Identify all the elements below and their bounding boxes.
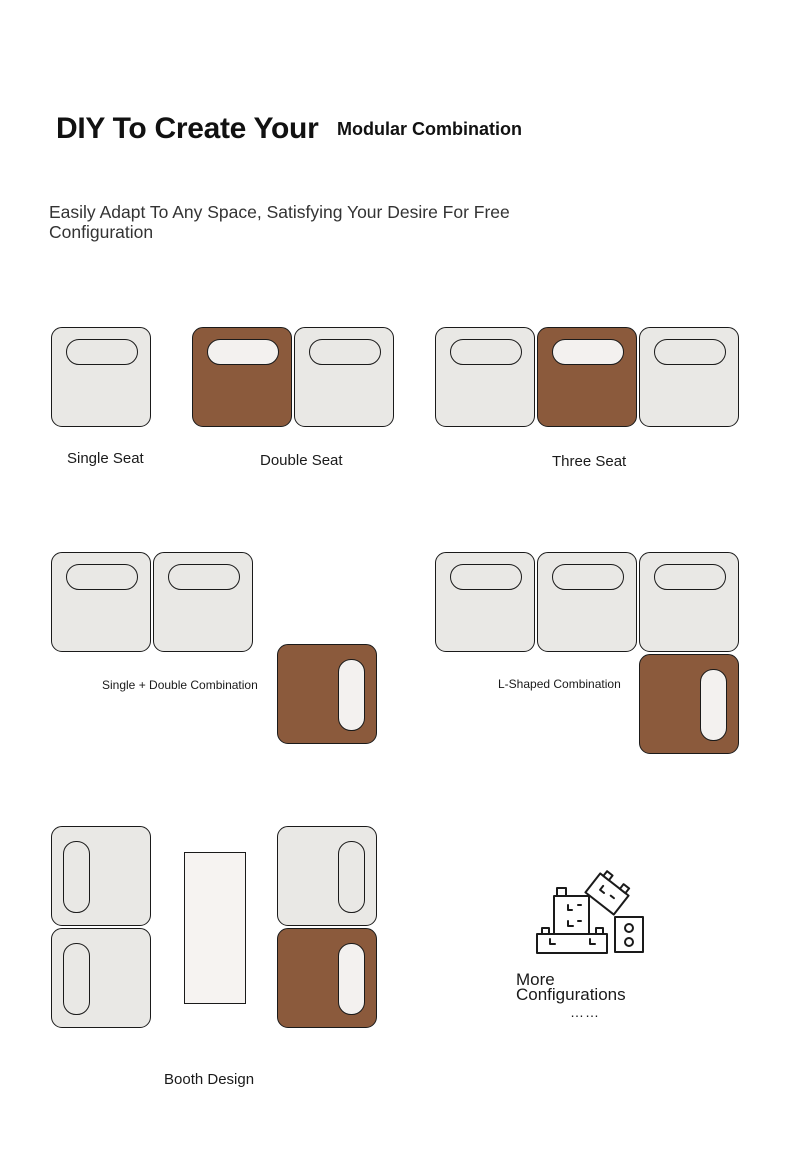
seat-module [435,327,535,427]
more-configurations-label [516,972,626,1002]
side-cushion [338,841,365,913]
backrest-cushion [654,564,726,590]
side-cushion [700,669,727,741]
backrest-cushion [450,339,522,365]
side-cushion [338,943,365,1015]
seat-module [639,552,739,652]
side-cushion [63,943,90,1015]
seat-module [51,928,151,1028]
seat-module [639,327,739,427]
seat-module [51,552,151,652]
seat-module [277,644,377,744]
seat-module [537,327,637,427]
more-line-2: Configurations [516,985,626,1004]
seat-module [277,826,377,926]
toy-blocks-icon [534,868,648,958]
seat-module [192,327,292,427]
page-subtitle: Easily Adapt To Any Space, Satisfying Your Desire For Free Configuration [49,202,510,242]
backrest-cushion [66,564,138,590]
label-double-seat: Double Seat [260,452,343,469]
label-booth: Booth Design [164,1071,255,1088]
backrest-cushion [66,339,138,365]
label-three-seat: Three Seat [552,453,627,470]
page-title: DIY To Create Your [56,112,319,145]
more-dots: …… [570,1004,600,1020]
seat-module [51,826,151,926]
more-line-1: More [516,970,555,989]
seat-module [277,928,377,1028]
seat-module [294,327,394,427]
side-cushion [338,659,365,731]
backrest-cushion [207,339,279,365]
backrest-cushion [450,564,522,590]
backrest-cushion [552,564,624,590]
seat-module [435,552,535,652]
booth-table [184,852,246,1004]
backrest-cushion [168,564,240,590]
backrest-cushion [654,339,726,365]
seat-module [51,327,151,427]
page-title-accent: Modular Combination [337,119,522,139]
label-single-seat: Single Seat [67,450,144,467]
backrest-cushion [552,339,624,365]
seat-module [153,552,253,652]
side-cushion [63,841,90,913]
backrest-cushion [309,339,381,365]
label-l-shaped: L-Shaped Combination [498,677,621,691]
seat-module [537,552,637,652]
label-single-double: Single + Double Combination [102,678,258,692]
seat-module [639,654,739,754]
